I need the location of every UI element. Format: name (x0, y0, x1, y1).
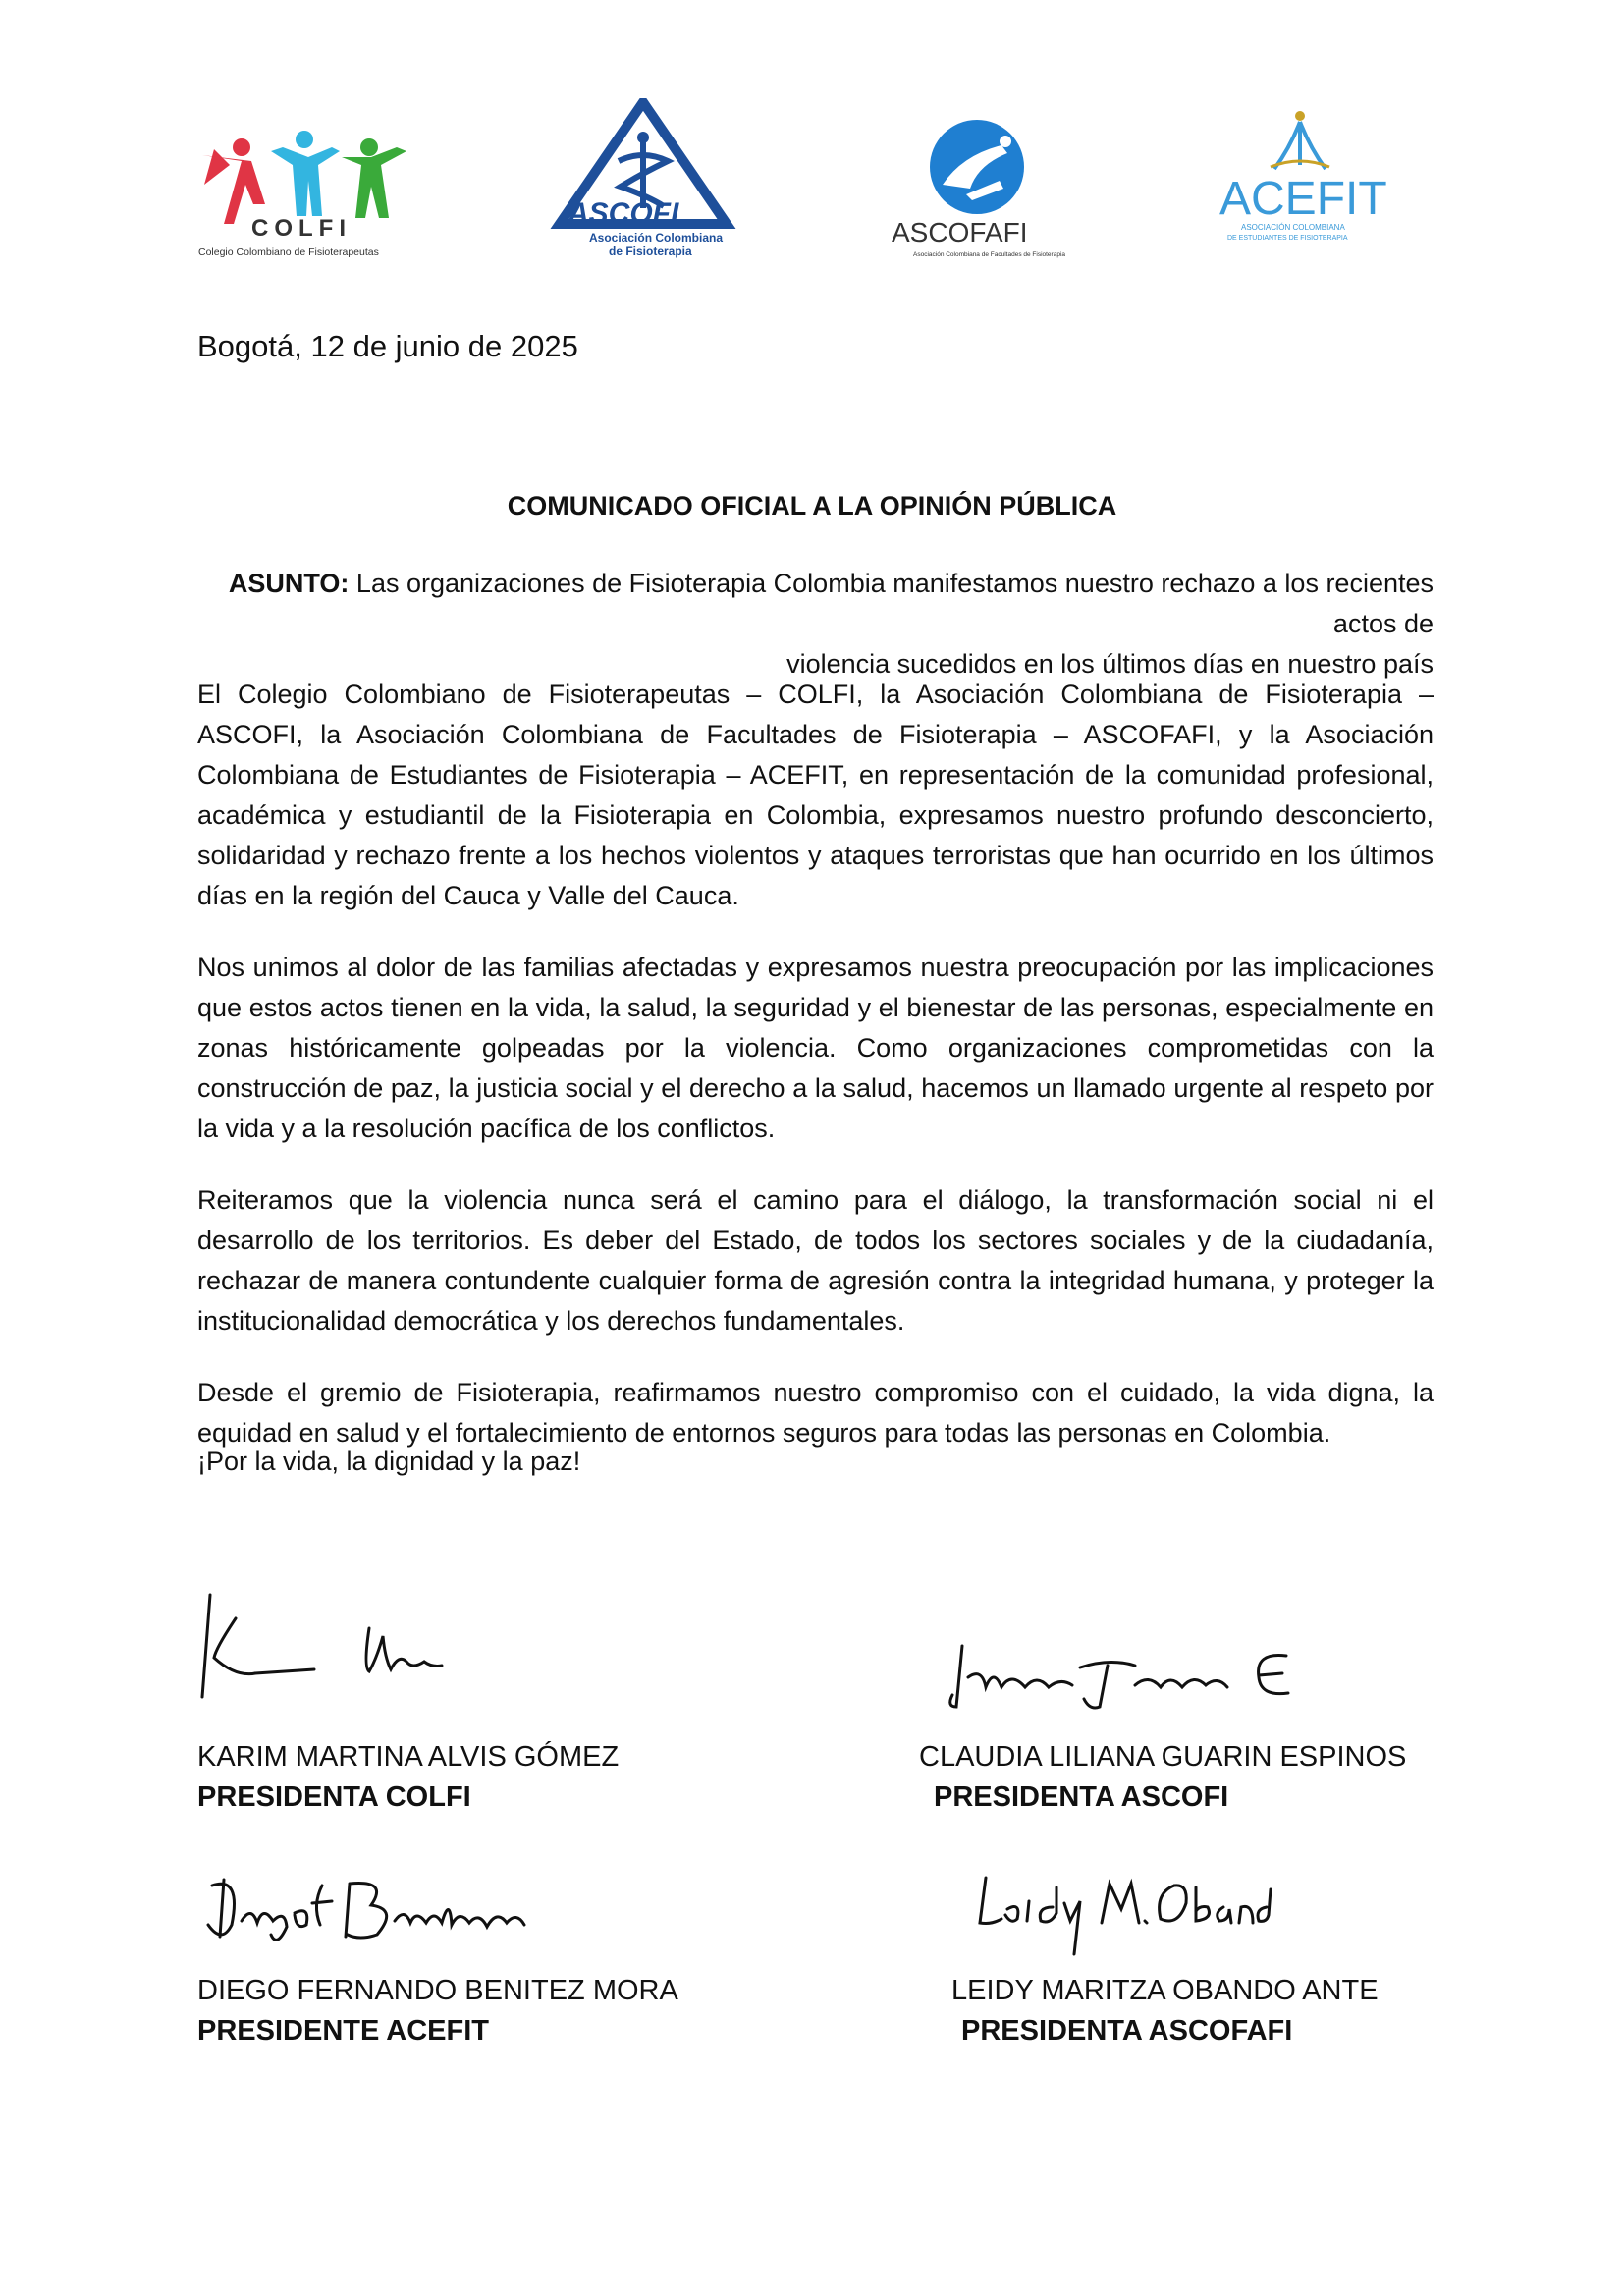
acefit-logo (1216, 108, 1392, 255)
acefit-logo-caption-1: ASOCIACIÓN COLOMBIANA (1241, 223, 1345, 232)
signer-role: PRESIDENTA ASCOFI (934, 1781, 1229, 1813)
ascofi-logo-caption-1: Asociación Colombiana (589, 231, 724, 245)
colfi-logo (194, 126, 420, 263)
ascofafi-logo (884, 116, 1070, 263)
signer-role: PRESIDENTA COLFI (197, 1781, 471, 1813)
colfi-logo-caption: Colegio Colombiano de Fisioterapeutas (198, 246, 379, 258)
letter-subject (197, 564, 1434, 684)
ascofafi-logo-text: ASCOFAFI (892, 217, 1028, 247)
letter-title: COMUNICADO OFICIAL A LA OPINIÓN PÚBLICA (507, 491, 1117, 520)
subject-line-1: Las organizaciones de Fisioterapia Colombia manifestamos nuestro rechazo a los recientes actos de (355, 569, 1434, 638)
letter-body (197, 675, 1434, 1485)
signature-image-claudia (943, 1638, 1316, 1722)
signer-role: PRESIDENTA ASCOFAFI (961, 2015, 1293, 2047)
body-paragraph: El Colegio Colombiano de Fisioterapeutas – COLFI, la Asociación Colombiana de Fisioterapia – ASCOFI, la Asociación Colombiana de Facultades de Fisioterapia – ASCOFAFI, y la Asociación Colombiana de Estudiantes de Fisioterapia – ACEFIT, en representación de la comunidad profesional, académica y estudiantil de la Fisioterapia en Colombia, expresamos nuestro profundo desconcierto, solidaridad y rechazo frente a los hechos violentos y ataques terroristas que han ocurrido en los últimos días en la región del Cauca y Valle del Cauca. (197, 680, 1434, 910)
signer-name: CLAUDIA LILIANA GUARIN ESPINOS (919, 1741, 1407, 1773)
ascofi-logo-text: ASCOFI (568, 197, 679, 230)
acefit-logo-caption-2: DE ESTUDIANTES DE FISIOTERAPIA (1227, 235, 1348, 242)
body-paragraph: Reiteramos que la violencia nunca será el camino para el diálogo, la transformación social ni el desarrollo de los territorios. Es deber del Estado, de todos los sectores sociales y de la ciudadanía, rechazar de manera contundente cualquier forma de agresión contra la integridad humana, y proteger la institucionalidad democrática y los derechos fundamentales. (197, 1185, 1434, 1336)
colfi-logo-text: COLFI (251, 215, 352, 242)
signature-image-leidy (972, 1864, 1276, 1977)
subject-label: ASUNTO: (228, 569, 350, 598)
body-paragraph: Nos unimos al dolor de las familias afectadas y expresamos nuestra preocupación por las implicaciones que estos actos tienen en la vida, la salud, la seguridad y el bienestar de las personas, especialmente en zonas históricamente golpeadas por la violencia. Como organizaciones comprometidas con la construcción de paz, la justicia social y el derecho a la salud, hacemos un llamado urgente al respeto por la vida y a la resolución pacífica de los conflictos. (197, 953, 1434, 1143)
ascofafi-logo-caption: Asociación Colombiana de Facultades de Fisioterapia (913, 251, 1066, 258)
signer-name: KARIM MARTINA ALVIS GÓMEZ (197, 1741, 620, 1773)
signature-image-diego (202, 1866, 536, 1979)
ascofi-logo-caption-2: de Fisioterapia (609, 245, 692, 258)
acefit-logo-text: ACEFIT (1219, 173, 1387, 225)
signer-role: PRESIDENTE ACEFIT (197, 2015, 490, 2047)
ascofi-logo (550, 98, 736, 265)
signature-image-karim (196, 1589, 471, 1712)
signer-name: DIEGO FERNANDO BENITEZ MORA (197, 1975, 678, 2006)
letter-date: Bogotá, 12 de junio de 2025 (197, 329, 578, 363)
letter-closing: ¡Por la vida, la dignidad y la paz! (197, 1447, 581, 1476)
body-paragraph: Desde el gremio de Fisioterapia, reafirmamos nuestro compromiso con el cuidado, la vida digna, la equidad en salud y el fortalecimiento de entornos seguros para todas las personas en Colombia. (197, 1378, 1434, 1448)
signer-name: LEIDY MARITZA OBANDO ANTE (951, 1975, 1379, 2006)
subject-line-2: violencia sucedidos en los últimos días en nuestro país (786, 649, 1434, 679)
